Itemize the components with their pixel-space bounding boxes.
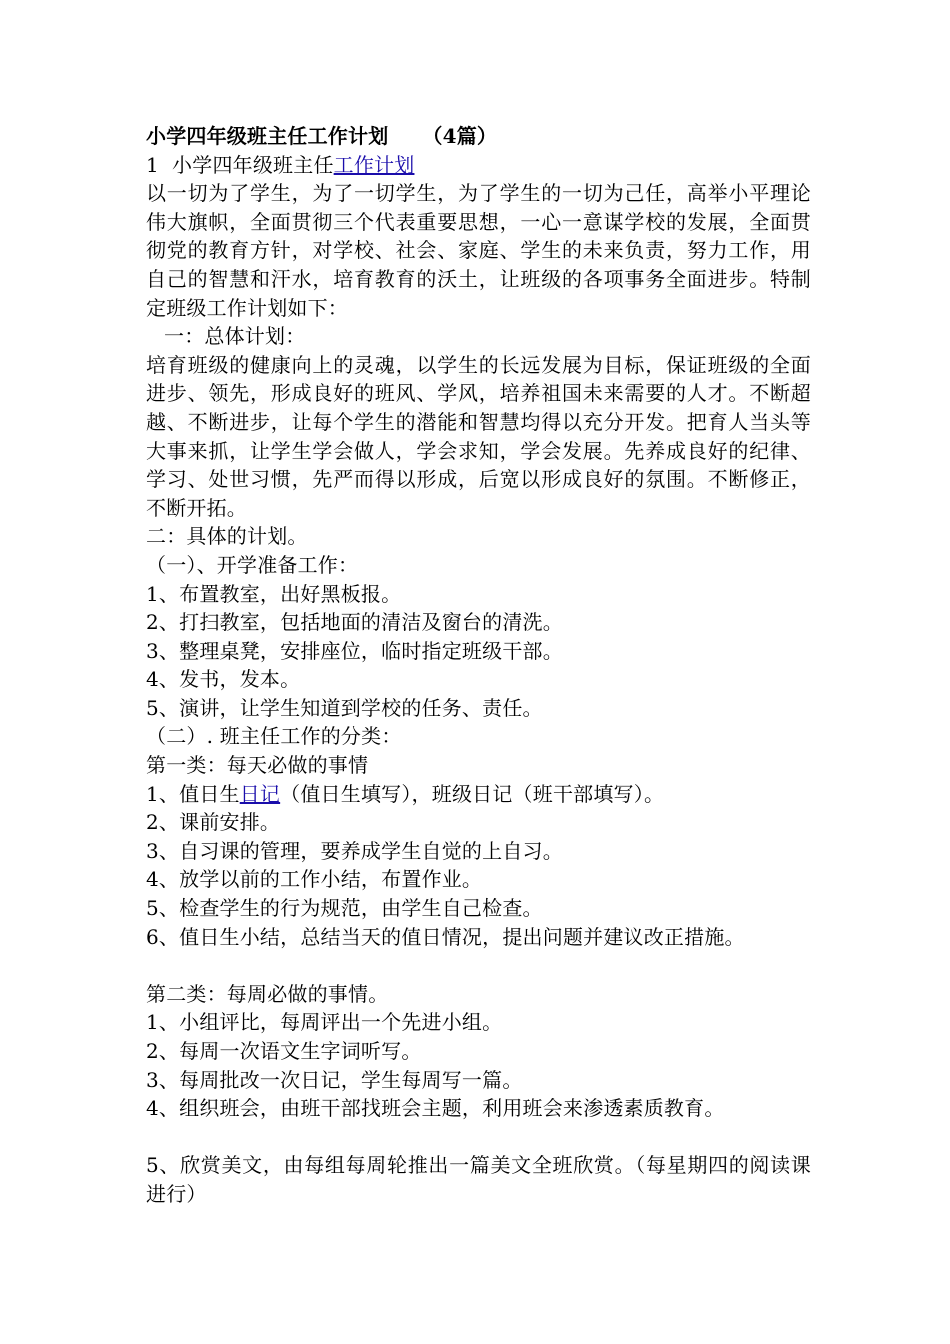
list-item: 2、课前安排。 [146,810,281,835]
diary-link[interactable]: 日记 [239,781,281,806]
document-title [146,122,811,151]
daily-heading: 第一类：每天必做的事情 [146,753,369,778]
list-item: 4、发书，发本。 [146,667,301,692]
list-item: 4、放学以前的工作小结，布置作业。 [146,867,483,892]
list-item: 5、演讲，让学生知道到学校的任务、责任。 [146,695,543,720]
list-item: 1、布置教室，出好黑板报。 [146,581,402,606]
intro-paragraph: 以一切为了学生，为了一切学生，为了学生的一切为己任，高举小平理论伟大旗帜，全面贯彻三个代表重要思想，一心一意谋学校的发展，全面贯彻党的教育方针，对学校、社会、家庭、学生的未来负责，努力工作，用自己的智慧和汗水，培育教育的沃土，让班级的各项事务全面进步。特制定班级工作计划如下： [146,181,811,320]
weekly-heading: 第二类：每周必做的事情。 [146,981,389,1006]
list-item: 4、组织班会，由班干部找班会主题，利用班会来渗透素质教育。 [146,1096,725,1121]
list-item: 3、自习课的管理，要养成学生自觉的上自习。 [146,838,563,863]
list-item: 3、整理桌凳，安排座位，临时指定班级干部。 [146,638,563,663]
class-heading: （二）. 班主任工作的分类： [146,724,402,749]
list-item: 3、每周批改一次日记，学生每周写一篇。 [146,1067,523,1092]
subtitle-prefix: 1 小学四年级班主任 [146,152,334,177]
title-suffix: （4篇） [422,124,498,148]
section1-body: 培育班级的健康向上的灵魂，以学生的长远发展为目标，保证班级的全面进步、领先，形成良好的班风、学风，培养祖国未来需要的人才。不断超越、不断进步，让每个学生的潜能和智慧均得以充分开发。把育人当头等大事来抓，让学生学会做人，学会求知，学会发展。先养成良好的纪律、学习、处世习惯，先严而得以形成，后宽以形成良好的氛围。不断修正，不断开拓。 [146,352,811,520]
document-page [146,122,811,1209]
section2-heading: 二：具体的计划。 [146,524,308,549]
list-item: 2、打扫教室，包括地面的清洁及窗台的清洗。 [146,610,563,635]
title-text: 小学四年级班主任工作计划 [146,124,389,148]
list-item: 1、小组评比，每周评出一个先进小组。 [146,1010,503,1035]
blank-line [146,1123,811,1152]
work-plan-link[interactable]: 工作计划 [333,152,415,177]
list-item [146,780,811,809]
daily-item1-prefix: 1、值日生 [146,781,240,806]
prep-heading: （一）、开学准备工作： [146,552,359,577]
subtitle [146,151,811,180]
list-item: 6、值日生小结，总结当天的值日情况，提出问题并建议改正措施。 [146,924,745,949]
daily-item1-suffix: （值日生填写），班级日记（班干部填写）。 [280,781,665,806]
list-item: 5、欣赏美文，由每组每周轮推出一篇美文全班欣赏。（每星期四的阅读课进行） [146,1153,811,1206]
section1-heading: 一：总体计划： [164,324,306,349]
list-item: 2、每周一次语文生字词听写。 [146,1039,422,1063]
blank-line [146,951,811,980]
list-item: 5、检查学生的行为规范，由学生自己检查。 [146,896,543,921]
